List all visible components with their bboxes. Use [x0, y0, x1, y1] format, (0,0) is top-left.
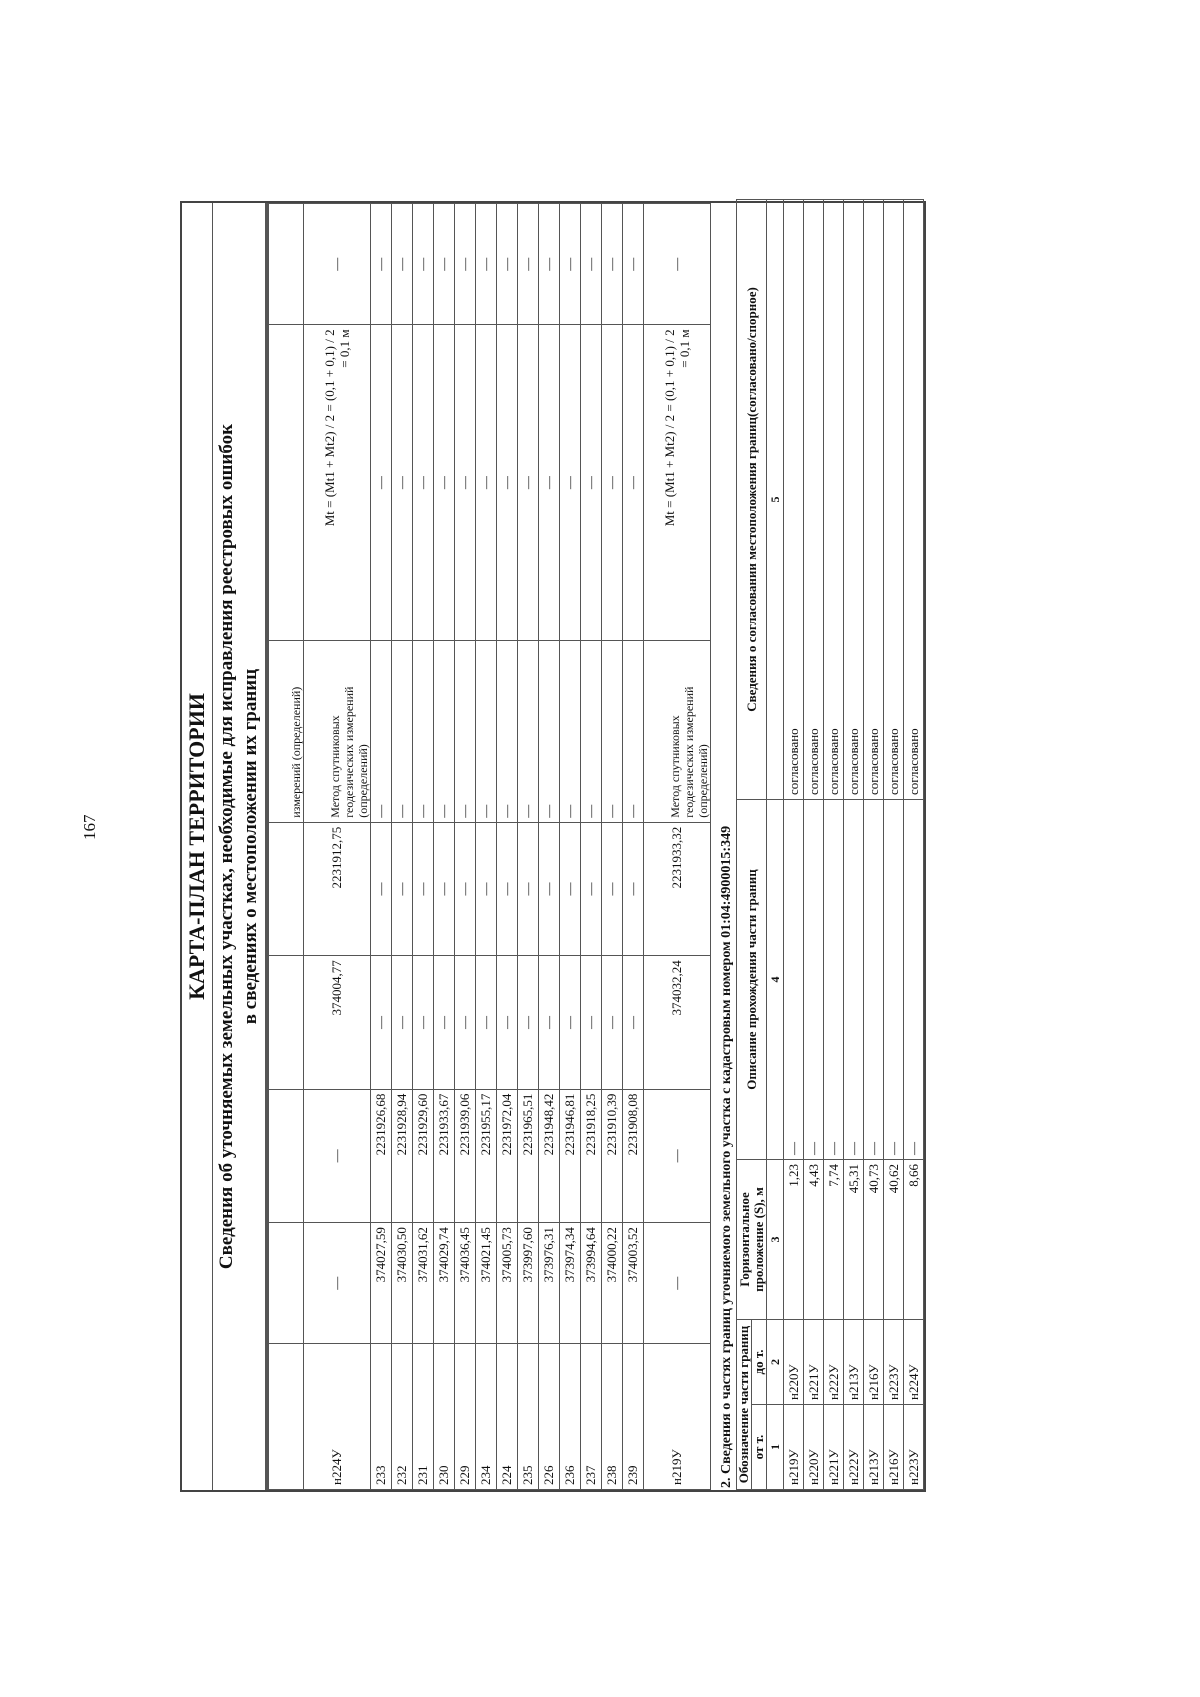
formula-cell: — — [497, 325, 518, 640]
agreement-cell: согласовано — [864, 199, 884, 799]
y-cell: 2231965,51 — [518, 1089, 539, 1222]
table-row-b — [644, 204, 711, 1490]
y-new-cell: — — [392, 822, 413, 955]
from-cell: н222У — [844, 1405, 864, 1490]
point-cell: 236 — [560, 1344, 581, 1490]
method-cell: измерений (определений) — [269, 640, 304, 822]
x-cell: 373976,31 — [539, 1223, 560, 1344]
extra-cell: — — [644, 204, 711, 325]
extra-cell: — — [304, 204, 371, 325]
rotated-sheet — [180, 201, 1036, 1492]
point-cell: 233 — [371, 1344, 392, 1490]
y-new-cell: — — [539, 822, 560, 955]
table-row — [476, 204, 497, 1490]
point-cell: 237 — [581, 1344, 602, 1490]
x-new-cell: — — [581, 956, 602, 1089]
table-row — [864, 199, 884, 1489]
to-cell: н213У — [844, 1319, 864, 1404]
formula-cell: — — [371, 325, 392, 640]
extra-cell: — — [455, 204, 476, 325]
y-new-cell: — — [560, 822, 581, 955]
extra-cell: — — [623, 204, 644, 325]
y-cell: 2231972,04 — [497, 1089, 518, 1222]
formula-line-1: Mt = (Mt1 + Mt2) / 2 = (0,1 + 0,1) / 2 — [322, 329, 337, 527]
formula-line-2: = 0,1 м — [337, 329, 352, 368]
y-cell: 2231926,68 — [371, 1089, 392, 1222]
formula-cell: — — [392, 325, 413, 640]
method-cell: — — [518, 640, 539, 822]
x-new-cell: — — [434, 956, 455, 1089]
length-header: Горизонтальное проложение (S), м — [737, 1159, 767, 1319]
index-cell: 5 — [767, 199, 784, 799]
y-new-cell: — — [371, 822, 392, 955]
extra-cell: — — [392, 204, 413, 325]
formula-cell: — — [476, 325, 497, 640]
table-row — [581, 204, 602, 1490]
to-cell: н221У — [804, 1319, 824, 1404]
to-cell: н224У — [904, 1319, 924, 1404]
y-cell: 2231955,17 — [476, 1089, 497, 1222]
x-new-cell: — — [539, 956, 560, 1089]
extra-cell: — — [518, 204, 539, 325]
x-cell: 374005,73 — [497, 1223, 518, 1344]
table-row — [560, 204, 581, 1490]
method-cell: — — [560, 640, 581, 822]
table-row — [392, 204, 413, 1490]
point-cell: 229 — [455, 1344, 476, 1490]
formula-cell — [304, 325, 371, 640]
y-cell: 2231928,94 — [392, 1089, 413, 1222]
table-row — [602, 204, 623, 1490]
page-number: 167 — [80, 814, 99, 840]
formula-cell: — — [623, 325, 644, 640]
point-cell: 234 — [476, 1344, 497, 1490]
length-cell: 1,23 — [784, 1159, 804, 1319]
table-row — [784, 199, 804, 1489]
point-cell: 235 — [518, 1344, 539, 1490]
x-cell: 374036,45 — [455, 1223, 476, 1344]
formula-cell: — — [539, 325, 560, 640]
point-cell: 231 — [413, 1344, 434, 1490]
coordinates-table — [268, 203, 711, 1490]
extra-cell: — — [602, 204, 623, 325]
formula-line-2: = 0,1 м — [677, 329, 692, 368]
y-new-cell: — — [434, 822, 455, 955]
x-new-cell: — — [602, 956, 623, 1089]
from-cell: н223У — [904, 1405, 924, 1490]
table-row — [518, 204, 539, 1490]
length-cell: 40,62 — [884, 1159, 904, 1319]
x-new-cell: — — [518, 956, 539, 1089]
subtitle-line-1: Сведения об уточняемых земельных участках, необходимые для исправления реестровых ошибок — [216, 423, 237, 1270]
y-new-cell: — — [518, 822, 539, 955]
x-new-cell: 374032,24 — [644, 956, 711, 1089]
to-cell: н222У — [824, 1319, 844, 1404]
index-cell: 3 — [767, 1159, 784, 1319]
extra-cell: — — [560, 204, 581, 325]
extra-cell: — — [413, 204, 434, 325]
header-row — [737, 199, 752, 1489]
table-row-top — [269, 204, 304, 1490]
y-new-cell: — — [602, 822, 623, 955]
table-row — [413, 204, 434, 1490]
length-cell: 8,66 — [904, 1159, 924, 1319]
length-cell: 40,73 — [864, 1159, 884, 1319]
description-cell: — — [844, 799, 864, 1159]
column-index-row — [767, 199, 784, 1489]
index-cell: 4 — [767, 799, 784, 1159]
table-row — [539, 204, 560, 1490]
to-cell: н220У — [784, 1319, 804, 1404]
x-new-cell: — — [623, 956, 644, 1089]
x-cell: 374031,62 — [413, 1223, 434, 1344]
extra-cell: — — [371, 204, 392, 325]
y-new-cell: — — [455, 822, 476, 955]
formula-cell: — — [581, 325, 602, 640]
description-cell: — — [824, 799, 844, 1159]
length-cell: 4,43 — [804, 1159, 824, 1319]
x-cell: 374030,50 — [392, 1223, 413, 1344]
y-new-cell: — — [413, 822, 434, 955]
index-cell: 2 — [767, 1319, 784, 1404]
point-cell: 238 — [602, 1344, 623, 1490]
table-row — [804, 199, 824, 1489]
table-row — [434, 204, 455, 1490]
point-cell: 239 — [623, 1344, 644, 1490]
description-cell: — — [784, 799, 804, 1159]
y-cell: 2231910,39 — [602, 1089, 623, 1222]
point-cell: н224У — [304, 1344, 371, 1490]
point-cell: 226 — [539, 1344, 560, 1490]
agreement-header: Сведения о согласовании местоположения границ(согласовано/спорное) — [737, 199, 767, 799]
formula-line-1: Mt = (Mt1 + Mt2) / 2 = (0,1 + 0,1) / 2 — [662, 329, 677, 527]
section-2-title: 2. Сведения о частях границ уточняемого земельного участка с кадастровым номером 01:04:4900015:349 — [719, 825, 734, 1488]
description-cell: — — [864, 799, 884, 1159]
subtitle — [213, 203, 268, 1490]
designation-header: Обозначение части границ — [737, 1319, 752, 1489]
to-cell: н216У — [864, 1319, 884, 1404]
table-row-a — [304, 204, 371, 1490]
to-header: до т. — [752, 1319, 767, 1404]
page-title: КАРТА-ПЛАН ТЕРРИТОРИИ — [182, 203, 213, 1490]
method-cell: Метод спутниковых геодезических измерений (определений) — [304, 640, 371, 822]
y-new-cell: — — [497, 822, 518, 955]
from-cell: н220У — [804, 1405, 824, 1490]
y-new-cell: — — [581, 822, 602, 955]
x-cell: 374027,59 — [371, 1223, 392, 1344]
x-new-cell: — — [392, 956, 413, 1089]
method-cell: — — [413, 640, 434, 822]
extra-cell: — — [581, 204, 602, 325]
agreement-cell: согласовано — [904, 199, 924, 799]
description-header: Описание прохождения части границ — [737, 799, 767, 1159]
table-row — [844, 199, 864, 1489]
from-cell: н219У — [784, 1405, 804, 1490]
x-cell: 373974,34 — [560, 1223, 581, 1344]
agreement-cell: согласовано — [804, 199, 824, 799]
description-cell: — — [904, 799, 924, 1159]
y-cell: 2231918,25 — [581, 1089, 602, 1222]
x-new-cell: 374004,77 — [304, 956, 371, 1089]
y-old-cell: — — [644, 1089, 711, 1222]
from-cell: н221У — [824, 1405, 844, 1490]
y-cell: 2231946,81 — [560, 1089, 581, 1222]
formula-cell: — — [434, 325, 455, 640]
y-new-cell: 2231933,32 — [644, 822, 711, 955]
y-cell: 2231948,42 — [539, 1089, 560, 1222]
subtitle-line-2: в сведениях о местоположении их границ — [240, 668, 261, 1025]
x-cell: 373994,64 — [581, 1223, 602, 1344]
formula-cell — [644, 325, 711, 640]
y-new-cell: — — [476, 822, 497, 955]
table-row — [824, 199, 844, 1489]
point-cell: 224 — [497, 1344, 518, 1490]
point-cell: 232 — [392, 1344, 413, 1490]
table-row — [497, 204, 518, 1490]
table-row — [623, 204, 644, 1490]
x-old-cell: — — [304, 1223, 371, 1344]
method-cell: — — [476, 640, 497, 822]
x-new-cell: — — [371, 956, 392, 1089]
x-cell: 373997,60 — [518, 1223, 539, 1344]
index-cell: 1 — [767, 1405, 784, 1490]
description-cell: — — [884, 799, 904, 1159]
length-cell: 7,74 — [824, 1159, 844, 1319]
x-old-cell: — — [644, 1223, 711, 1344]
agreement-cell: согласовано — [884, 199, 904, 799]
formula-cell: — — [518, 325, 539, 640]
method-cell: — — [434, 640, 455, 822]
agreement-cell: согласовано — [824, 199, 844, 799]
table-row — [904, 199, 924, 1489]
table-row — [884, 199, 904, 1489]
method-cell: — — [392, 640, 413, 822]
y-cell: 2231929,60 — [413, 1089, 434, 1222]
formula-cell: — — [413, 325, 434, 640]
x-new-cell: — — [413, 956, 434, 1089]
point-cell: 230 — [434, 1344, 455, 1490]
formula-cell: — — [560, 325, 581, 640]
y-new-cell: — — [623, 822, 644, 955]
boundary-parts-table — [736, 199, 924, 1490]
length-cell: 45,31 — [844, 1159, 864, 1319]
y-cell: 2231933,67 — [434, 1089, 455, 1222]
from-cell: н216У — [884, 1405, 904, 1490]
y-cell: 2231939,06 — [455, 1089, 476, 1222]
method-cell: — — [497, 640, 518, 822]
x-new-cell: — — [476, 956, 497, 1089]
x-cell: 374000,22 — [602, 1223, 623, 1344]
agreement-cell: согласовано — [844, 199, 864, 799]
method-cell: — — [581, 640, 602, 822]
table-row — [371, 204, 392, 1490]
table-row — [455, 204, 476, 1490]
method-cell: — — [455, 640, 476, 822]
formula-cell: — — [455, 325, 476, 640]
x-cell: 374021,45 — [476, 1223, 497, 1344]
description-cell: — — [804, 799, 824, 1159]
method-cell: — — [371, 640, 392, 822]
agreement-cell: согласовано — [784, 199, 804, 799]
from-header: от т. — [752, 1405, 767, 1490]
x-new-cell: — — [560, 956, 581, 1089]
x-cell: 374003,52 — [623, 1223, 644, 1344]
y-old-cell: — — [304, 1089, 371, 1222]
extra-cell: — — [476, 204, 497, 325]
method-cell: — — [602, 640, 623, 822]
extra-cell: — — [497, 204, 518, 325]
x-cell: 374029,74 — [434, 1223, 455, 1344]
method-cell: — — [539, 640, 560, 822]
formula-cell: — — [602, 325, 623, 640]
method-cell: Метод спутниковых геодезических измерений (определений) — [644, 640, 711, 822]
method-cell: — — [623, 640, 644, 822]
from-cell: н213У — [864, 1405, 884, 1490]
extra-cell: — — [539, 204, 560, 325]
y-cell: 2231908,08 — [623, 1089, 644, 1222]
y-new-cell: 2231912,75 — [304, 822, 371, 955]
extra-cell: — — [434, 204, 455, 325]
point-cell: н219У — [644, 1344, 711, 1490]
x-new-cell: — — [455, 956, 476, 1089]
x-new-cell: — — [497, 956, 518, 1089]
to-cell: н223У — [884, 1319, 904, 1404]
document-frame — [180, 201, 926, 1492]
